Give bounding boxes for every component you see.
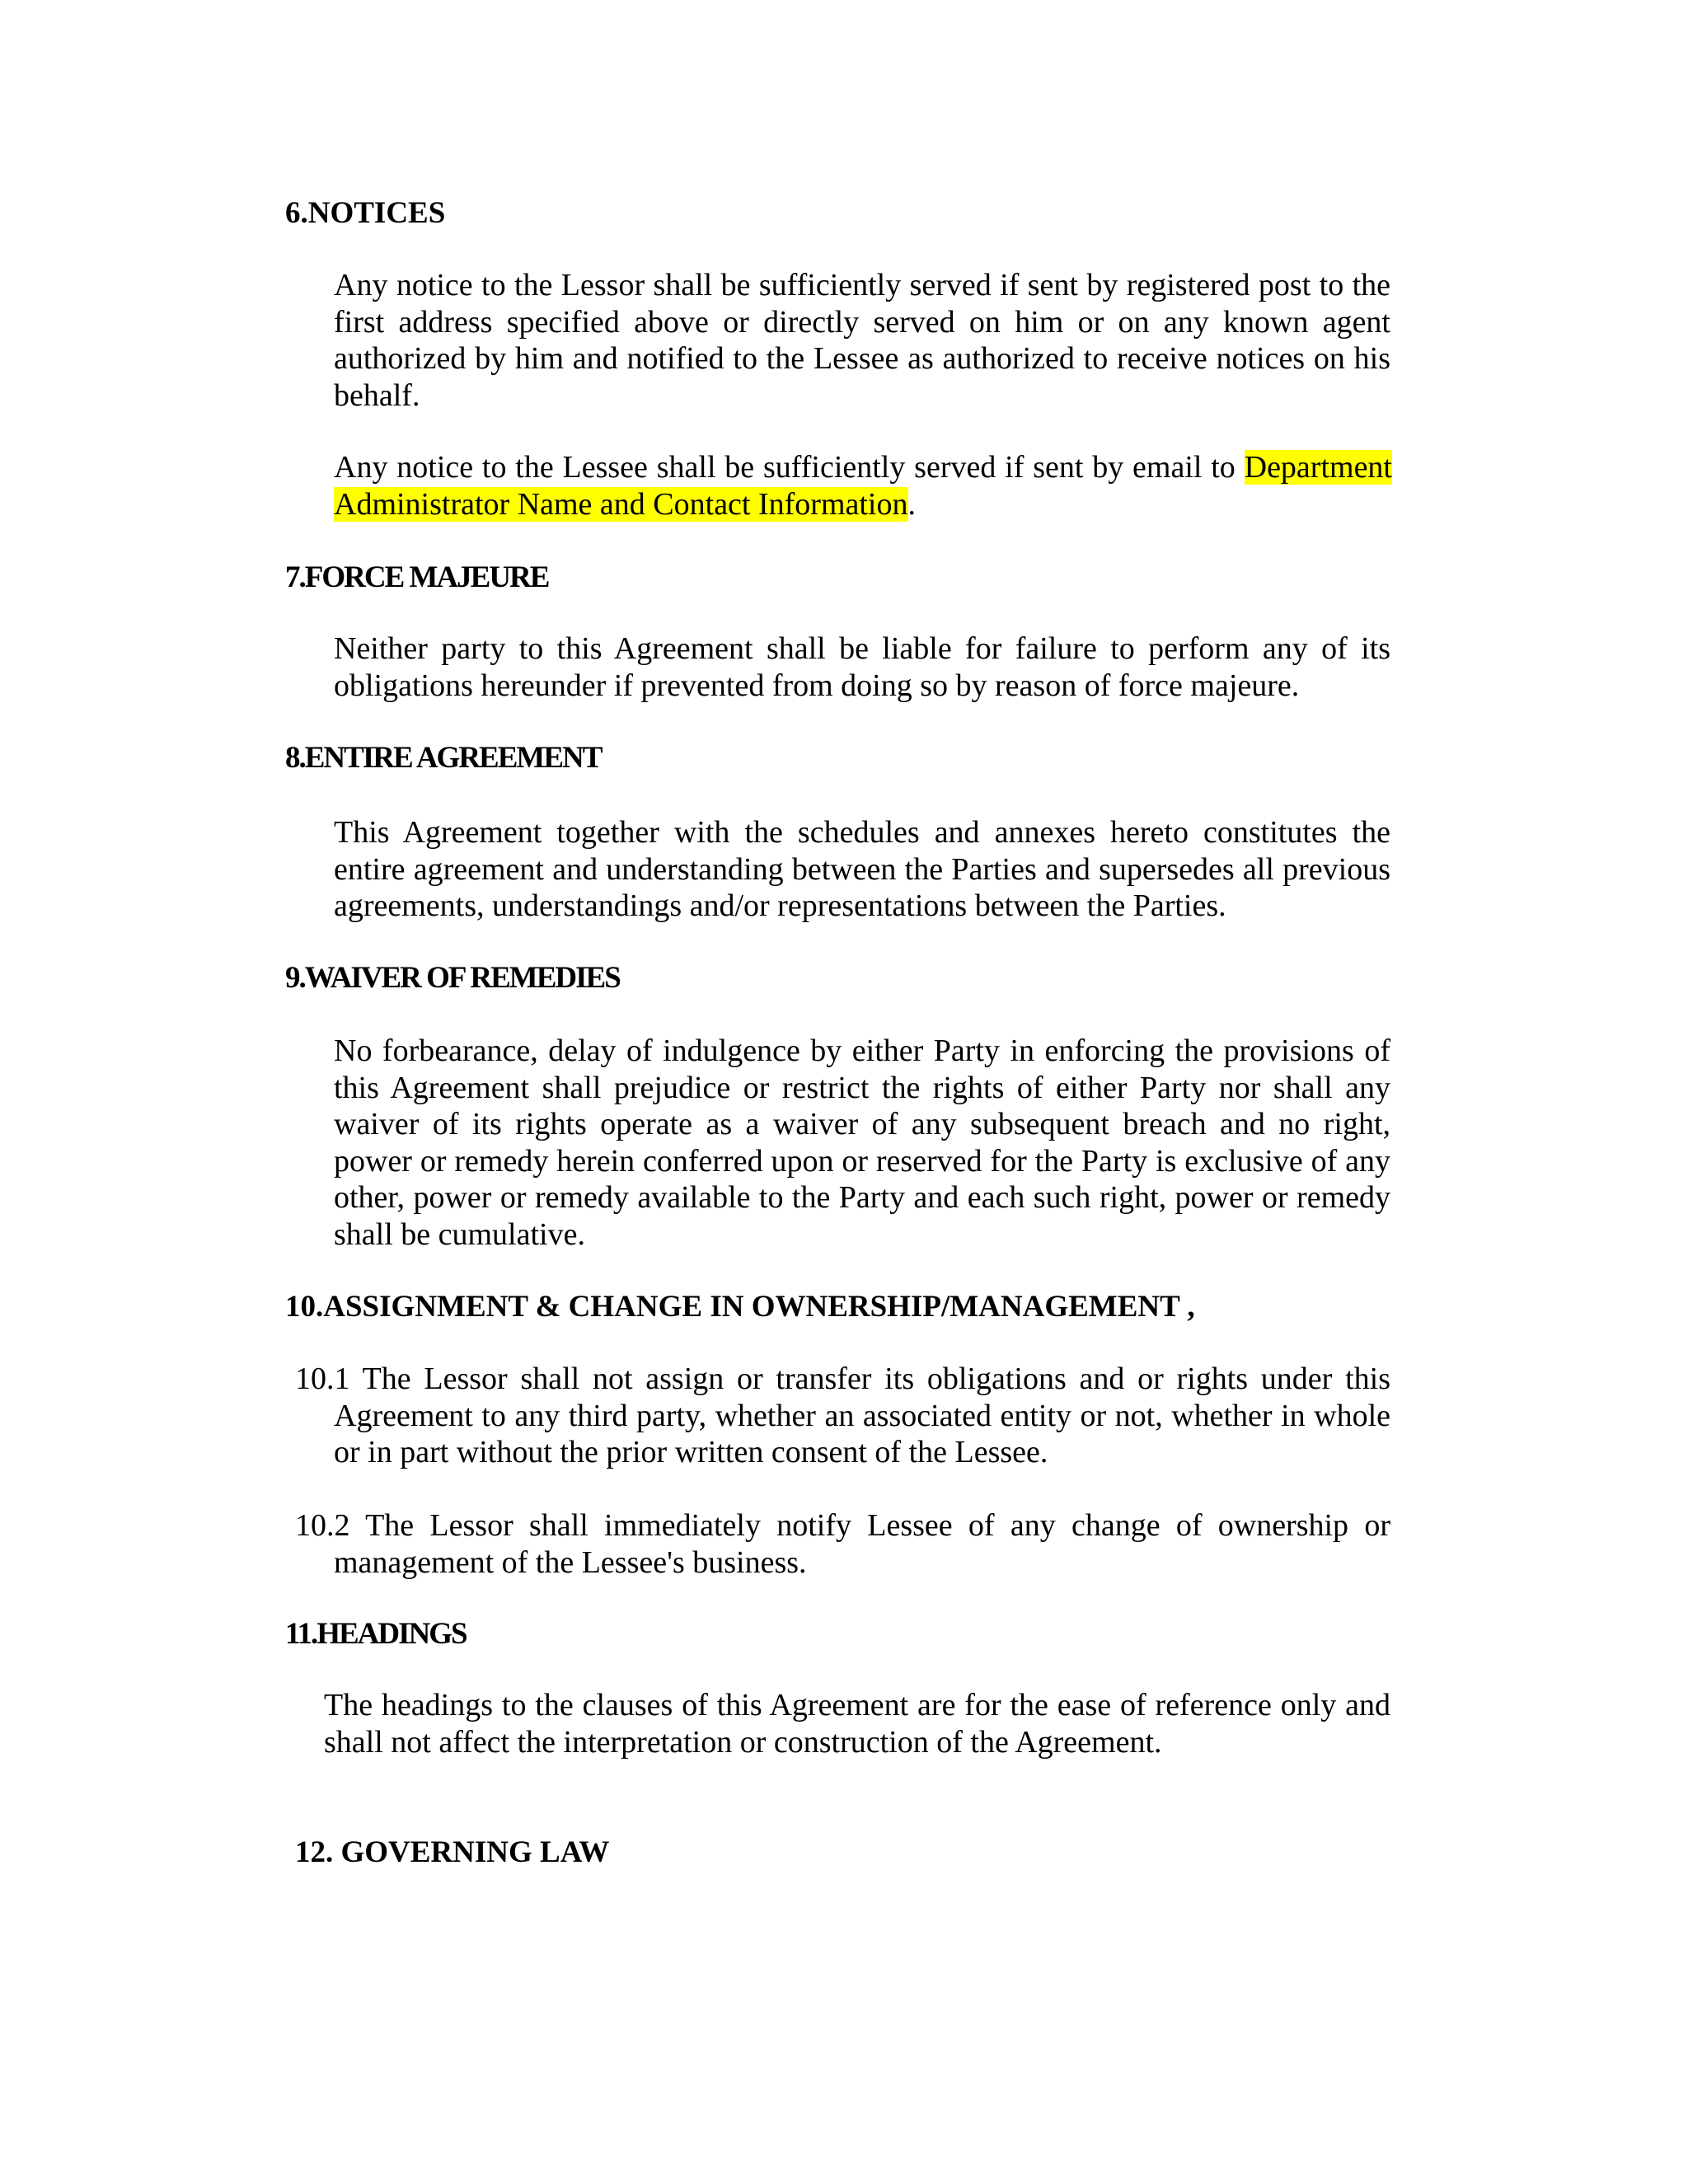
assignment-clause-10-1	[295, 1361, 1390, 1471]
section-heading-waiver-of-remedies: 9.WAIVER OF REMEDIES	[285, 961, 620, 995]
headings-paragraph: The headings to the clauses of this Agreement are for the ease of reference only and shall not affect the interpretation or construction of the Agreement.	[324, 1688, 1390, 1760]
section-heading-assignment: 10.ASSIGNMENT & CHANGE IN OWNERSHIP/MANAGEMENT ,	[285, 1290, 1195, 1324]
highlighted-placeholder-text: Department Administrator Name and Contact Information	[334, 450, 1392, 522]
notices-paragraph-lessee	[334, 449, 1392, 523]
section-heading-entire-agreement: 8.ENTIRE AGREEMENT	[285, 741, 602, 775]
force-majeure-paragraph: Neither party to this Agreement shall be liable for failure to perform any of its obligations hereunder if prevented from doing so by reason of force majeure.	[334, 631, 1390, 703]
clause-number: 10.1	[295, 1361, 350, 1396]
waiver-paragraph: No forbearance, delay of indulgence by either Party in enforcing the provisions of this Agreement shall prejudice or restrict the rights of either Party nor shall any waiver of its rights operate as a waiver of any subsequent breach and no right, power or remedy herein conferred upon or reserved for the Party is exclusive of any other, power or remedy available to the Party and each such right, power or remedy shall be cumulative.	[334, 1033, 1390, 1252]
section-heading-notices: 6.NOTICES	[285, 196, 446, 230]
clause-text: The Lessor shall immediately notify Lessee of any change of ownership or management of the Lessee's business.	[334, 1508, 1390, 1580]
notices-paragraph-lessee-suffix: .	[907, 486, 916, 522]
notices-paragraph-lessor: Any notice to the Lessor shall be sufficiently served if sent by registered post to the first address specified above or directly served on him or on any known agent authorized by him and notified to the Lessee as authorized to receive notices on his behalf.	[334, 268, 1390, 413]
clause-number: 10.2	[295, 1508, 350, 1543]
notices-paragraph-lessee-prefix: Any notice to the Lessee shall be sufficiently served if sent by email to	[334, 450, 1245, 485]
section-heading-governing-law: 12. GOVERNING LAW	[295, 1835, 610, 1869]
entire-agreement-paragraph: This Agreement together with the schedules and annexes hereto constitutes the entire agreement and understanding between the Parties and supersedes all previous agreements, understandings and/or representations between the Parties.	[334, 815, 1390, 923]
section-heading-force-majeure: 7.FORCE MAJEURE	[285, 560, 549, 594]
clause-text: The Lessor shall not assign or transfer its obligations and or rights under this Agreement to any third party, whether an associated entity or not, whether in whole or in part without the prior written consent of the Lessee.	[334, 1361, 1390, 1469]
assignment-clause-10-2	[295, 1507, 1390, 1581]
section-heading-headings: 11.HEADINGS	[285, 1617, 467, 1651]
